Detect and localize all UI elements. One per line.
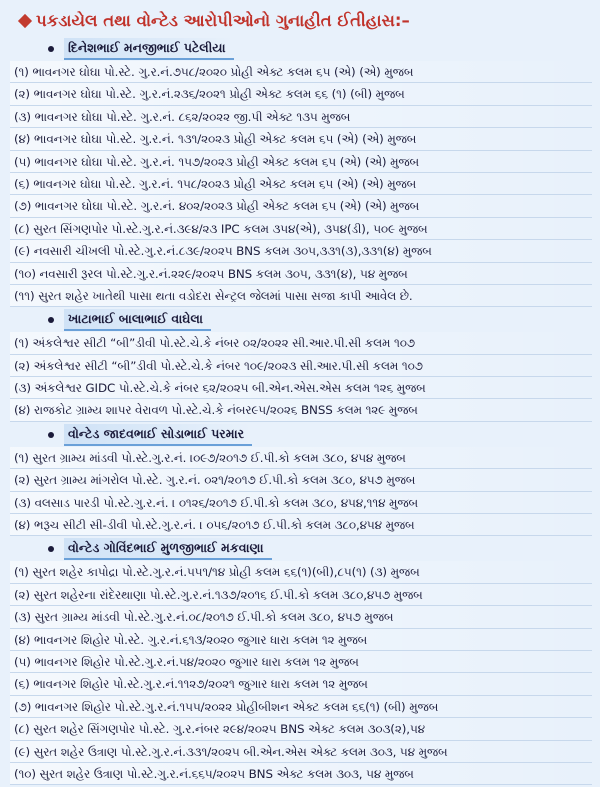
page-title: પકડાયેલ તથા વોન્ટેડ આરોપીઓનો ગુનાહીત ઈતીહાસ:– [36, 11, 410, 30]
record-line [10, 285, 592, 307]
record-text: (૧) ભાવનગર ઘોઘા પો.સ્ટે. ગુ.ર.નં.૭૫૮/૨૦૨૦ પ્રોહી એક્ટ કલમ ૬૫ (એ) (એ) મુજબ [14, 65, 414, 79]
record-line [10, 173, 592, 195]
record-line [10, 741, 592, 763]
record-line [10, 469, 592, 491]
record-text: (૪) ભરૂચ સીટી સી-ડીવી પો.સ્ટે.ગુ.ર.નં. । ૦૫૬/૨૦૧૭ ઈ.પી.કો કલમ ૩૮૦,૪૫૪ મુજબ [14, 518, 415, 533]
sections-container [10, 38, 592, 785]
record-text: (૨) સુરત શહેરના રાંદેરથાણા પો.સ્ટે.ગુ.ર.નં.૧૩૭/૨૦૧૬ ઈ.પી.કો કલમ ૩૮૦,૪૫૭ મુજબ [14, 587, 423, 602]
record-text: (૫) ભાવનગર શિહોર પો.સ્ટે.ગુ.ર.નં.૫૪/૨૦૨૦ જુગાર ધારા કલમ ૧૨ મુજબ [14, 654, 359, 669]
record-line [10, 61, 592, 83]
record-text: (૬) ભાવનગર શિહોર પો.સ્ટે.ગુ.ર.નં.૧૧૨૭/૨૦૨૧ જુગાર ધારા કલમ ૧૨ મુજબ [14, 677, 368, 692]
record-text: (૯) નવસારી ચીખલી પો.સ્ટે.ગુ.ર.નં.૮૩૯/૨૦૨૫ BNS કલમ ૩૦૫,૩૩૧(૩),૩૩૧(૪) મુજબ [14, 244, 432, 259]
diamond-bullet-icon [18, 14, 32, 28]
record-text: (૧) સુરત ગ્રામ્ય માંડવી પો.સ્ટે.ગુ.ર.નં. ।૦૯૭/૨૦૧૭ ઈ.પી.કો કલમ ૩૮૦, ૪૫૪ મુજબ [14, 450, 406, 465]
record-text: (૩) ભાવનગર ઘોઘા પો.સ્ટે. ગુ.ર.નં. ૮૬૨/૨૦૨૨ જી.પી એક્ટ ૧૩૫ મુજબ [14, 109, 351, 124]
record-text: (૪) રાજકોટ ગ્રામ્ય શાપર વેરાવળ પો.સ્ટે.ચે.કે નંબર૯૫/૨૦૨૬ BNSS કલમ ૧૨૯ મુજબ [14, 403, 418, 418]
record-line [10, 673, 592, 695]
record-line [10, 718, 592, 740]
record-list [10, 561, 592, 785]
record-text: (૭) ભાવનગર ઘોઘા પો.સ્ટે. ગુ.ર.નં. ૪૦૨/૨૦૨૩ પ્રોહી એક્ટ કલમ ૬૫ (એ) (એ) મુજબ [14, 199, 420, 214]
bullet-dot-icon [48, 317, 54, 323]
section-heading [10, 38, 592, 60]
record-text: (૭) ભાવનગર શિહોર પો.સ્ટે.ગુ.ર.નં.૧૫૫/૨૦૨૨ પ્રોહીબીશન એક્ટ કલમ ૬૬(૧) (બી) મુજબ [14, 699, 439, 714]
section-heading [10, 538, 592, 560]
record-text: (૬) ભાવનગર ઘોઘા પો.સ્ટે. ગુ.ર.નં. ૧૫૮/૨૦૨૩ પ્રોહી એક્ટ કલમ ૬૫ (એ) (એ) મુજબ [14, 176, 417, 191]
section-heading-text: ખાટાભાઈ બાલાભાઈ વાઘેલા [64, 309, 211, 331]
record-text: (૧) અંકલેશ્વર સીટી “બી”ડીવી પો.સ્ટે.ચે.કે નંબર ૦૨/૨૦૨૨ સી.આર.પી.સી કલમ ૧૦૭ [14, 336, 415, 351]
record-text: (૩) વલસાડ પારડી પો.સ્ટે.ગુ.ર.નં. । ૦૧૨૬/૨૦૧૭ ઈ.પી.કો કલમ ૩૮૦, ૪૫૪,૧૧૪ મુજબ [14, 495, 418, 510]
title-row [10, 6, 592, 36]
section-heading-text: વોન્ટેડ ગોવિંદભાઈ મુળજીભાઈ મકવાણા [64, 538, 272, 560]
record-line [10, 447, 592, 469]
section-heading [10, 424, 592, 446]
record-text: (૩) અંકલેશ્વર GIDC પો.સ્ટે.ચે.કે નંબર ૬૨/૨૦૨૫ બી.એન.એસ.એસ કલમ ૧૨૬ મુજબ [14, 381, 426, 396]
record-line [10, 763, 592, 785]
record-list [10, 447, 592, 537]
record-text: (૨) અંકલેશ્વર સીટી “બી”ડીવી પો.સ્ટે.ચે.કે નંબર ૧૦૯/૨૦૨૩ સી.આર.પી.સી કલમ ૧૦૭ [14, 358, 423, 373]
section-heading [10, 309, 592, 331]
section-heading-text: વોન્ટેડ જાદવભાઈ સોડાભાઈ પરમાર [64, 424, 252, 446]
record-text: (૧૦) નવસારી રૂરલ પો.સ્ટે.ગુ.ર.નં.૨૨૯/૨૦૨૫ BNS કલમ ૩૦૫, ૩૩૧(૪), ૫૪ મુજબ [14, 266, 408, 281]
record-text: (૮) સુરત સિંગણપોર પો.સ્ટે.ગુ.ર.નં.૩૯૪/૨૩ IPC કલમ ૩૫૪(એ), ૩૫૪(ડી), ૫૦૯ મુજબ [14, 221, 428, 236]
record-list [10, 332, 592, 422]
record-line [10, 83, 592, 105]
record-line [10, 492, 592, 514]
record-text: (૧૦) સુરત શહેર ઉત્રાણ પો.સ્ટે.ગુ.ર.નં.૬૬૫/૨૦૨૫ BNS એક્ટ કલમ ૩૦૩, ૫૪ મુજબ [14, 766, 414, 781]
record-text: (૪) ભાવનગર ઘોઘા પો.સ્ટે. ગુ.ર.નં. ૧૩૧/૨૦૨૩ પ્રોહી એક્ટ કલમ ૬૫ (એ) (એ) મુજબ [14, 132, 417, 147]
record-text: (૨) ભાવનગર ઘોઘા પો.સ્ટે. ગુ.ર.નં.૨૩૬/૨૦૨૧ પ્રોહી એક્ટ કલમ ૬૬ (૧) (બી) મુજબ [14, 87, 405, 102]
record-line [10, 151, 592, 173]
record-line [10, 218, 592, 240]
record-text: (૯) સુરત શહેર ઉત્રાણ પો.સ્ટે.ગુ.ર.નં.૩૩૧/૨૦૨૫ બી.એન.એસ એક્ટ કલમ ૩૦૩, ૫૪ મુજબ [14, 744, 448, 759]
record-line [10, 399, 592, 421]
record-line [10, 606, 592, 628]
record-line [10, 128, 592, 150]
record-text: (૫) ભાવનગર ઘોઘા પો.સ્ટે. ગુ.ર.નં. ૧૫૭/૨૦૨૩ પ્રોહી એક્ટ કલમ ૬૫ (એ) (એ) મુજબ [14, 154, 419, 169]
record-line [10, 377, 592, 399]
record-line [10, 629, 592, 651]
record-text: (૩) સુરત ગ્રામ્ય માંડવી પો.સ્ટે.ગુ.ર.નં.૦૮/૨૦૧૭ ઈ.પી.કો કલમ ૩૮૦, ૪૫૭ મુજબ [14, 610, 394, 625]
record-line [10, 106, 592, 128]
record-line [10, 584, 592, 606]
record-line [10, 263, 592, 285]
record-line [10, 332, 592, 354]
record-line [10, 355, 592, 377]
record-line [10, 651, 592, 673]
record-list [10, 61, 592, 307]
record-line [10, 696, 592, 718]
record-line [10, 514, 592, 536]
bullet-dot-icon [48, 546, 54, 552]
bullet-dot-icon [48, 46, 54, 52]
bullet-dot-icon [48, 432, 54, 438]
record-line [10, 240, 592, 262]
record-text: (૮) સુરત શહેર સિંગણપોર પો.સ્ટે. ગુ.ર.નંબર ૨૯૪/૨૦૨૫ BNS એક્ટ કલમ ૩૦૩(૨),૫૪ [14, 722, 425, 737]
section-heading-text: દિનેશભાઈ મનજીભાઈ પટેલીયા [64, 38, 234, 60]
record-line [10, 195, 592, 217]
record-text: (૧૧) સુરત શહેર ખાતેથી પાસા થતા વડોદરા સેન્ટ્રલ જેલમાં પાસા સજા કાપી આવેલ છે. [14, 288, 413, 303]
record-line [10, 561, 592, 583]
record-text: (૪) ભાવનગર શિહોર પો.સ્ટે. ગુ.ર.નં.૬૧૩/૨૦૨૦ જુગાર ધારા કલમ ૧૨ મુજબ [14, 632, 368, 647]
record-text: (૨) સુરત ગ્રામ્ય માંગરોલ પો.સ્ટે. ગુ.ર.નં. ૦૨૧/૨૦૧૭ ઈ.પી.કો કલમ ૩૮૦, ૪૫૭ મુજબ [14, 473, 416, 488]
record-text: (૧) સુરત શહેર કાપોદ્રા પો.સ્ટે.ગુ.ર.નં.૫૫૧/૧૪ પ્રોહી કલમ ૬૬(૧)(બી),૮૫(૧) (૩) મુજબ [14, 565, 420, 580]
